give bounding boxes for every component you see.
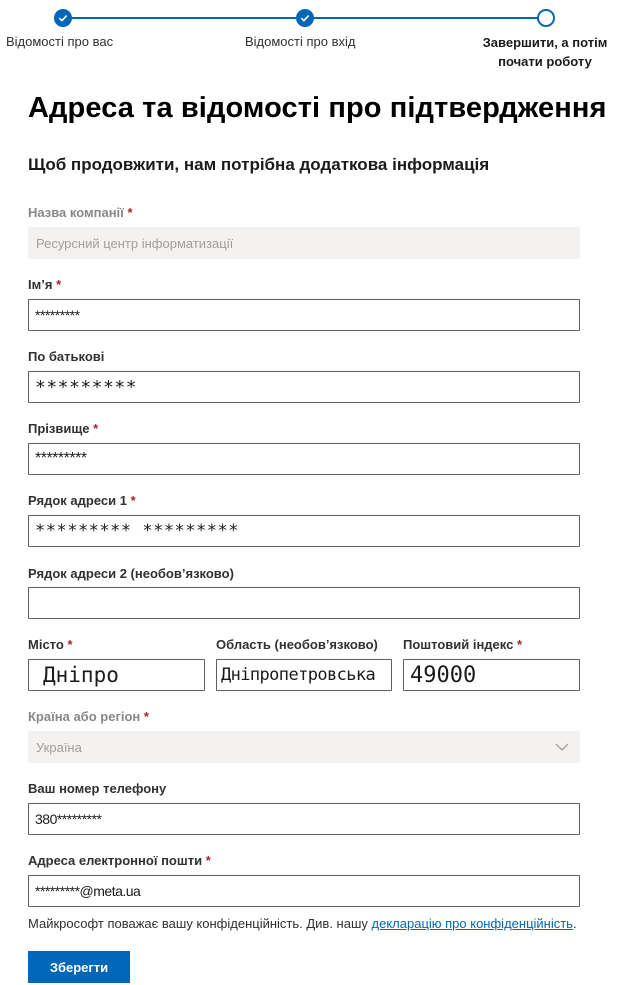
postal-code-label: Поштовий індекс * <box>403 637 523 652</box>
city-field[interactable] <box>28 659 205 691</box>
first-name-label: Ім’я * <box>28 277 62 292</box>
postal-code-value: 49000 <box>410 662 477 688</box>
country-value: Україна <box>36 739 82 755</box>
middle-name-value: ********* <box>35 376 138 398</box>
email-field[interactable] <box>28 875 580 907</box>
step-3-label: Завершити, а потім почати роботу <box>482 35 608 69</box>
step-1-check-icon <box>54 9 72 27</box>
last-name-label: Прізвище * <box>28 421 99 436</box>
country-label: Країна або регіон * <box>28 709 149 724</box>
address-line-2-label: Рядок адреси 2 (необов’язково) <box>28 566 234 581</box>
required-marker: * <box>130 493 136 508</box>
stepper-line-2 <box>312 17 538 19</box>
page-subtitle: Щоб продовжити, нам потрібна додаткова інформація <box>28 155 490 174</box>
required-marker: * <box>143 709 149 724</box>
postal-code-field[interactable] <box>403 659 580 691</box>
address-line-1-label: Рядок адреси 1 * <box>28 493 136 508</box>
privacy-end: . <box>572 916 577 931</box>
required-marker: * <box>516 637 523 652</box>
first-name-field[interactable] <box>28 299 580 331</box>
address-line-2-field[interactable] <box>28 587 580 619</box>
privacy-notice <box>28 914 588 933</box>
company-field <box>28 227 580 259</box>
phone-value: 380********* <box>35 811 102 827</box>
phone-label: Ваш номер телефону <box>28 781 167 796</box>
privacy-text: Майкрософт поважає вашу конфіденційність. Див. нашу <box>28 916 372 931</box>
save-button[interactable]: Зберегти <box>28 951 130 983</box>
required-marker: * <box>67 637 73 652</box>
required-marker: * <box>205 853 211 868</box>
country-select <box>28 731 580 763</box>
first-name-value: ********* <box>35 307 80 323</box>
city-label: Місто * <box>28 637 73 652</box>
company-label: Назва компанії * <box>28 205 133 220</box>
progress-stepper <box>0 0 643 80</box>
last-name-value: ********* <box>35 450 87 467</box>
region-value: Дніпропетровська <box>221 665 376 685</box>
region-label: Область (необов’язково) <box>216 637 378 652</box>
phone-field[interactable] <box>28 803 580 835</box>
chevron-down-icon <box>554 740 570 754</box>
step-2-label: Відомості про вхід <box>245 34 356 49</box>
email-value: *********@meta.ua <box>35 883 141 899</box>
address-line-1-field[interactable] <box>28 515 580 547</box>
page-title: Адреса та відомості про підтвердження <box>28 92 607 124</box>
email-label: Адреса електронної пошти * <box>28 853 211 868</box>
step-1-label: Відомості про вас <box>6 34 114 49</box>
required-marker: * <box>93 421 99 436</box>
privacy-statement-link[interactable]: декларацію про конфіденційність <box>371 916 573 931</box>
company-value: Ресурсний центр інформатизації <box>36 235 234 251</box>
step-3-current-icon <box>537 9 555 27</box>
middle-name-label: По батькові <box>28 349 105 364</box>
city-value: Дніпро <box>43 663 119 687</box>
middle-name-field[interactable] <box>28 371 580 403</box>
last-name-field[interactable] <box>28 443 580 475</box>
stepper-line-1 <box>70 17 296 19</box>
required-marker: * <box>56 277 62 292</box>
step-2-check-icon <box>296 9 314 27</box>
address-line-1-value: ********* ********* <box>35 521 239 541</box>
region-field[interactable] <box>216 659 392 691</box>
required-marker: * <box>127 205 133 220</box>
